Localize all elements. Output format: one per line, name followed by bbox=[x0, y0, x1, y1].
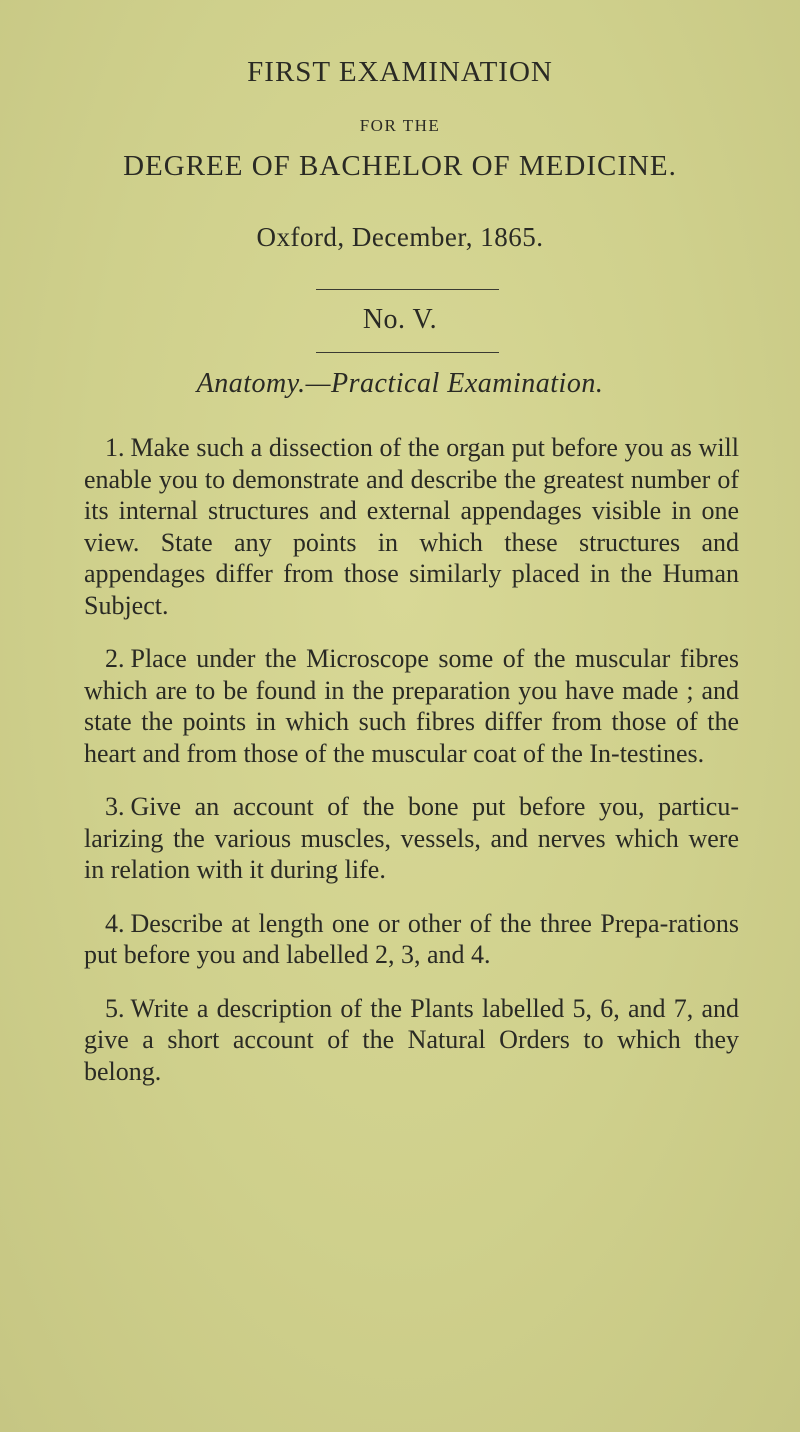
exam-title: FIRST EXAMINATION bbox=[247, 56, 553, 88]
question-text: Place under the Microscope some of the muscular fibres which are to be found in the preparation you have made ; and state the points in which such fibres differ from those of the heart and from those of the muscular coat of the In-testines. bbox=[84, 644, 739, 768]
subject-heading: Anatomy.—Practical Examination. bbox=[196, 368, 604, 399]
question-list bbox=[84, 432, 739, 1109]
question-item bbox=[84, 432, 739, 621]
question-item bbox=[84, 908, 739, 971]
question-text: Give an account of the bone put before you, particu-larizing the various muscles, vessels, and nerves which were in relation with it during life. bbox=[84, 792, 739, 884]
question-number: 1. bbox=[105, 433, 125, 462]
question-text: Make such a dissection of the organ put before you as will enable you to demonstrate and describe the greatest number of its internal structures and external appendages visible in one view. State any points in which these structures and appendages differ from those similarly placed in the Human Subject. bbox=[84, 433, 739, 620]
question-item bbox=[84, 993, 739, 1088]
exam-title-connector: FOR THE bbox=[359, 116, 441, 135]
question-number: 3. bbox=[105, 792, 125, 821]
question-text: Describe at length one or other of the three Prepa-rations put before you and labelled 2, 3, and 4. bbox=[84, 908, 739, 969]
divider-top bbox=[316, 289, 499, 290]
question-number: 4. bbox=[105, 908, 125, 938]
divider-bottom bbox=[316, 352, 499, 353]
question-item bbox=[84, 643, 739, 769]
paper-number: No. V. bbox=[362, 304, 438, 335]
question-text: Write a description of the Plants labelled 5, 6, and 7, and give a short account of the Natural Orders to which they belong. bbox=[84, 993, 739, 1086]
degree-title: DEGREE OF BACHELOR OF MEDICINE. bbox=[123, 150, 677, 182]
question-item bbox=[84, 791, 739, 886]
question-number: 5. bbox=[105, 993, 125, 1023]
place-date: Oxford, December, 1865. bbox=[256, 222, 544, 252]
question-number: 2. bbox=[105, 644, 125, 673]
